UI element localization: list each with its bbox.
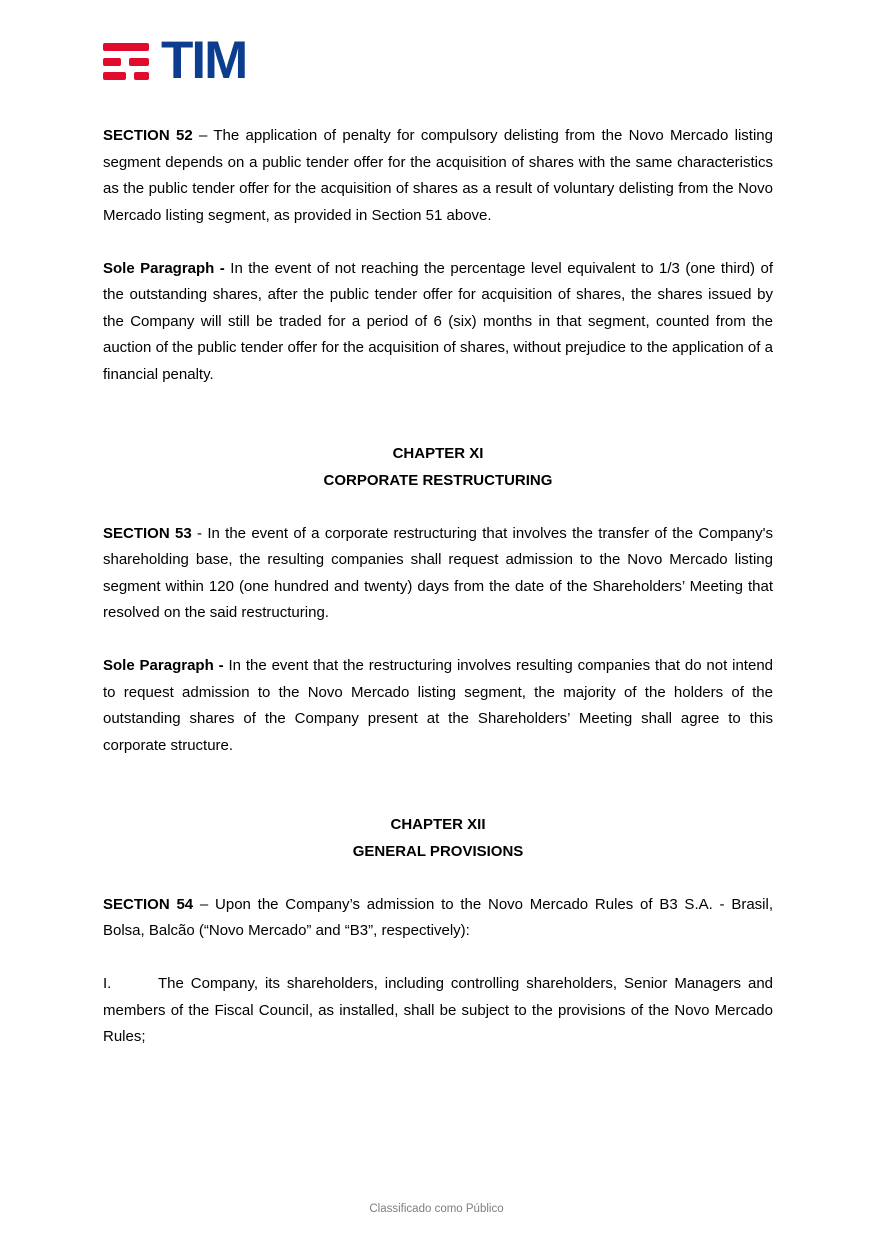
list-item-i-text: The Company, its shareholders, including controlling shareholders, Senior Managers and members of the Fiscal Council, as installed, shall be subject to the provisions of the Novo Mercado Rules; — [103, 975, 773, 1045]
section-54-label: SECTION 54 — [103, 895, 194, 913]
chapter-xii-title: CHAPTER XII — [390, 816, 486, 833]
tim-logo-icon — [103, 43, 149, 80]
classification-footer: Classificado como Público — [369, 1203, 504, 1215]
section-52-label: SECTION 52 — [103, 127, 193, 144]
paragraph-section-54 — [103, 892, 773, 945]
sole-paragraph-2-label: Sole Paragraph - — [103, 657, 224, 674]
chapter-xii-heading — [103, 812, 773, 865]
section-53-label: SECTION 53 — [103, 524, 192, 542]
list-item-i-marker: I. — [103, 975, 112, 992]
paragraph-section-52 — [103, 123, 773, 229]
paragraph-sole-1 — [103, 256, 773, 389]
chapter-xi-heading — [103, 441, 773, 494]
document-body — [103, 123, 773, 1077]
chapter-xii-subtitle: GENERAL PROVISIONS — [352, 842, 524, 860]
section-53-text: - In the event of a corporate restructuring that involves the transfer of the Company's shareholding base, the resulting companies shall request admission to the Novo Mercado listing segment within 120 (one hundred and twenty) days from the date of the Shareholders’ Meeting that resolved on the said restructuring. — [103, 524, 773, 621]
section-54-text: – Upon the Company’s admission to the Novo Mercado Rules of B3 S.A. - Brasil, Bolsa, Balcão (“Novo Mercado” and “B3”, respectively): — [103, 895, 773, 939]
chapter-xi-title: CHAPTER XI — [392, 445, 484, 462]
sole-paragraph-2-text: In the event that the restructuring involves resulting companies that do not intend to request admission to the Novo Mercado listing segment, the majority of the holders of the outstanding shares of the Company present at the Shareholders’ Meeting shall agree to this corporate structure. — [103, 657, 774, 754]
paragraph-sole-2 — [103, 653, 773, 759]
sole-paragraph-1-label: Sole Paragraph - — [103, 259, 225, 277]
paragraph-section-53 — [103, 521, 773, 627]
tim-logo — [103, 31, 247, 90]
logo-bar-row-1 — [103, 43, 149, 51]
logo-bar-row-3 — [103, 72, 149, 80]
tim-logo-wordmark: TIM — [161, 31, 247, 90]
logo-bar-row-2 — [103, 58, 149, 66]
section-52-text: – The application of penalty for compulsory delisting from the Novo Mercado listing segment depends on a public tender offer for the acquisition of shares with the same characteristics as the public tender offer for the acquisition of shares as a result of voluntary delisting from the Novo Mercado listing segment, as provided in Section 51 above. — [103, 127, 773, 224]
list-item-i — [103, 971, 773, 1051]
chapter-xi-subtitle: CORPORATE RESTRUCTURING — [323, 471, 553, 489]
sole-paragraph-1-text: In the event of not reaching the percentage level equivalent to 1/3 (one third) of the outstanding shares, after the public tender offer for acquisition of shares, the shares issued by the Company will still be traded for a period of 6 (six) months in that segment, counted from the auction of the public tender offer for the acquisition of shares, without prejudice to the application of a financial penalty. — [103, 259, 774, 383]
